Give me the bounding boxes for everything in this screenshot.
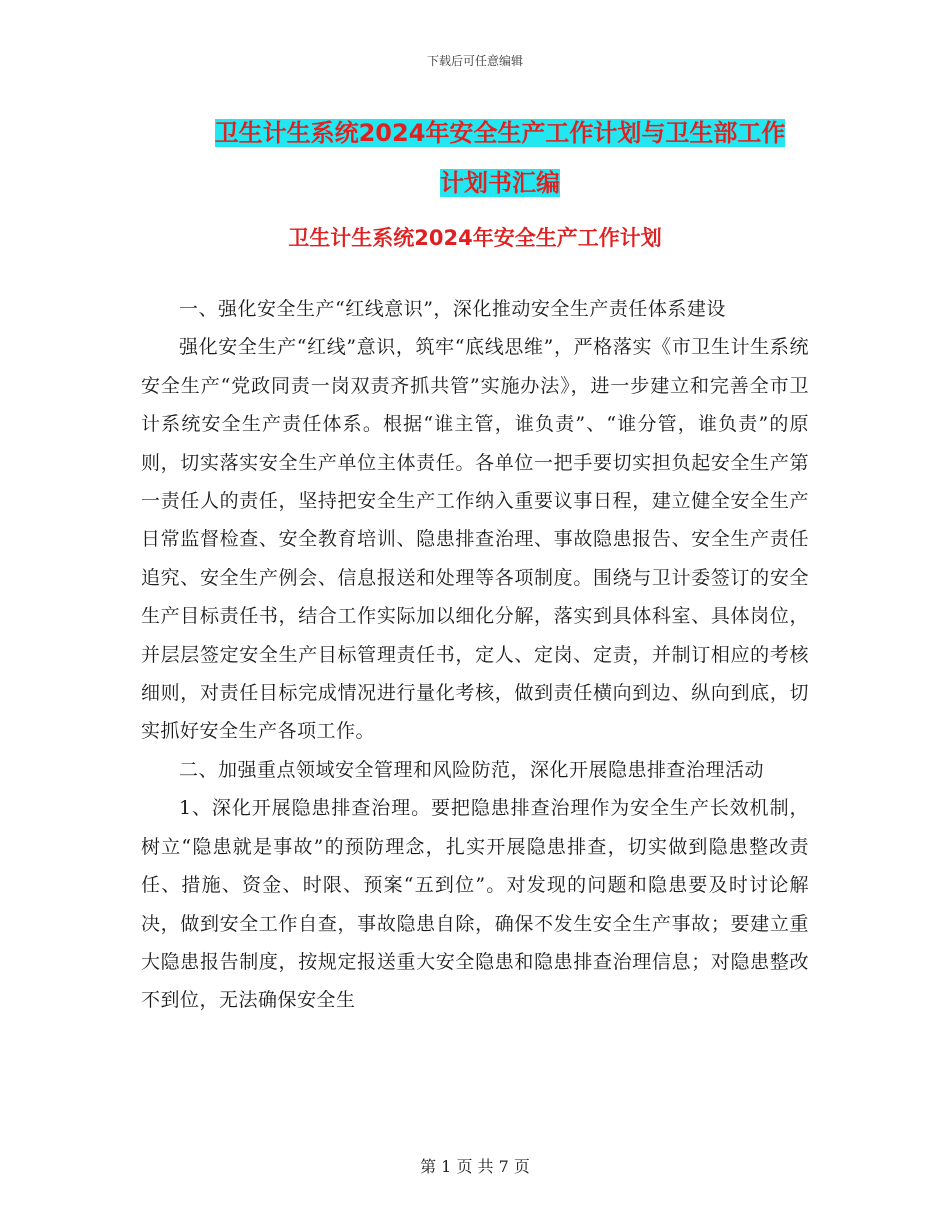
document-title-line-1: 卫生计生系统2024年安全生产工作计划与卫生部工作 <box>214 119 786 147</box>
paragraph-heading-2: 二、加强重点领域安全管理和风险防范，深化开展隐患排查治理活动 <box>179 758 765 781</box>
paragraph-heading-1: 一、强化安全生产“红线意识”，深化推动安全生产责任体系建设 <box>179 298 726 320</box>
document-title <box>150 108 850 208</box>
document-body <box>141 290 809 1020</box>
document-title-line-2: 计划书汇编 <box>440 169 560 197</box>
paragraph-body-1: 强化安全生产“红线”意识，筑牢“底线思维”，严格落实《市卫生计生系统安全生产“党政同责一岗双责齐抓共管”实施办法》，进一步建立和完善全市卫计系统安全生产责任体系。根据“谁主管，谁负责”、“谁分管，谁负责”的原则，切实落实安全生产单位主体责任。各单位一把手要切实担负起安全生产第一责任人的责任，坚持把安全生产工作纳入重要议事日程，建立健全安全生产日常监督检查、安全教育培训、隐患排查治理、事故隐患报告、安全生产责任追究、安全生产例会、信息报送和处理等各项制度。围绕与卫计委签订的安全生产目标责任书，结合工作实际加以细化分解，落实到具体科室、具体岗位，并层层签定安全生产目标管理责任书，定人、定岗、定责，并制订相应的考核细则，对责任目标完成情况进行量化考核，做到责任横向到边、纵向到底，切实抓好安全生产各项工作。 <box>141 336 809 743</box>
paragraph-body-2: 1、深化开展隐患排查治理。要把隐患排查治理作为安全生产长效机制，树立“隐患就是事故”的预防理念，扎实开展隐患排查，切实做到隐患整改责任、措施、资金、时限、预案“五到位”。对发现的问题和隐患要及时讨论解决，做到安全工作自查，事故隐患自除，确保不发生安全生产事故；要建立重大隐患报告制度，按规定报送重大安全隐患和隐患排查治理信息；对隐患整改不到位，无法确保安全生 <box>141 797 809 1012</box>
page-number: 第 1 页 共 7 页 <box>420 1157 530 1176</box>
section-title: 卫生计生系统2024年安全生产工作计划 <box>288 226 662 250</box>
page-header-note: 下载后可任意编辑 <box>426 54 523 68</box>
